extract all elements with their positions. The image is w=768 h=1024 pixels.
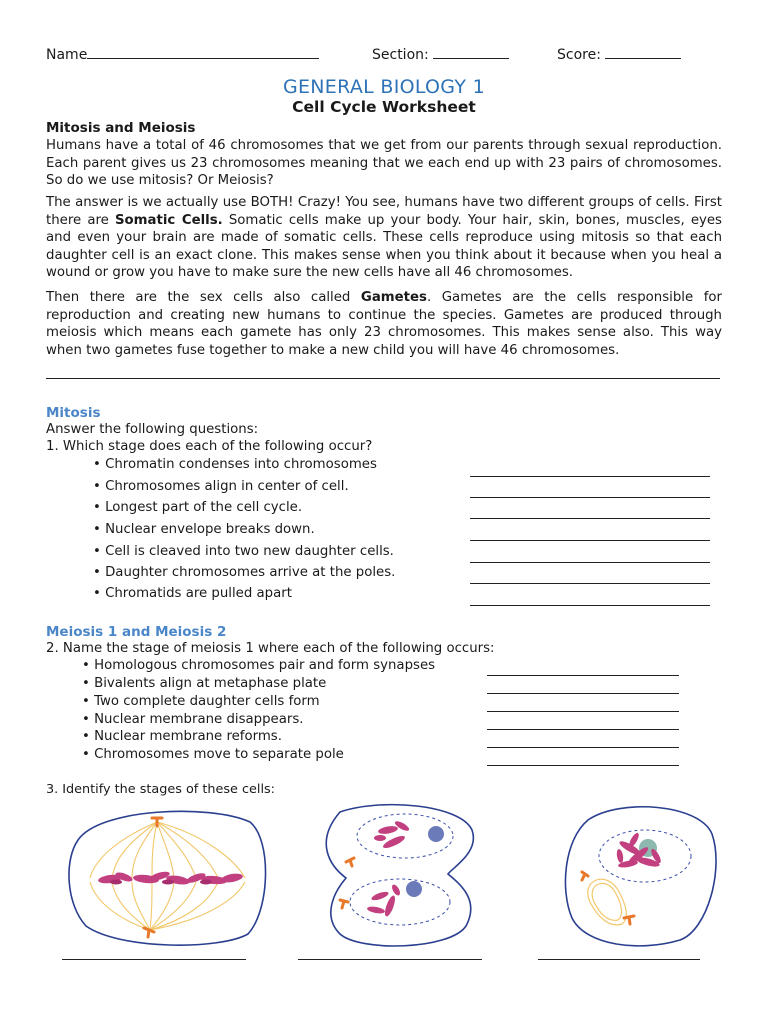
mitosis-answer-line[interactable] — [470, 497, 710, 498]
mitosis-answer-line[interactable] — [470, 605, 710, 606]
intro-paragraph-3: Then there are the sex cells also called Gametes. Gametes are the cells responsible for reproduction and creating new humans to continue the species. Gametes are produced through meiosis which means each gamete has only 23 chromosomes. This makes sense also. This way when two gametes fuse together to make a new child you will have 46 chromosomes. — [46, 290, 722, 358]
cell-answer-line[interactable] — [62, 959, 246, 960]
name-label: Name — [46, 47, 88, 63]
name-blank[interactable] — [87, 44, 319, 59]
somatic-cells-term: Somatic Cells. — [114, 212, 223, 228]
meiosis-answer-line[interactable] — [487, 711, 679, 712]
score-blank[interactable] — [605, 44, 681, 59]
meiosis-item: • Bivalents align at metaphase plate — [82, 676, 327, 691]
mitosis-answer-line[interactable] — [470, 562, 710, 563]
cell-diagram-telophase — [310, 800, 480, 950]
section-field[interactable] — [372, 44, 509, 63]
mitosis-item: • Chromatids are pulled apart — [93, 586, 292, 601]
section-divider — [46, 378, 720, 379]
mitosis-item: • Daughter chromosomes arrive at the poles. — [93, 565, 396, 580]
meiosis-answer-line[interactable] — [487, 729, 679, 730]
meiosis-item: • Nuclear membrane disappears. — [82, 712, 304, 727]
mitosis-instruction: Answer the following questions: — [46, 422, 259, 437]
meiosis-question: 2. Name the stage of meiosis 1 where each of the following occurs: — [46, 641, 495, 656]
meiosis-item: • Chromosomes move to separate pole — [82, 747, 344, 762]
mitosis-item: • Longest part of the cell cycle. — [93, 500, 303, 515]
mitosis-answer-line[interactable] — [470, 476, 710, 477]
cell-answer-line[interactable] — [298, 959, 482, 960]
mitosis-heading: Mitosis — [46, 405, 101, 421]
mitosis-answer-line[interactable] — [470, 583, 710, 584]
intro-heading: Mitosis and Meiosis — [46, 120, 196, 136]
intro-paragraph-1: Humans have a total of 46 chromosomes that we get from our parents through sexual reproduction. Each parent gives us 23 chromosomes meaning that we each end up with 23 pairs of chromosomes. So do we use mitosis? Or Meiosis? — [46, 138, 722, 188]
page-subtitle: Cell Cycle Worksheet — [292, 98, 476, 116]
mitosis-item: • Chromatin condenses into chromosomes — [93, 457, 377, 472]
mitosis-question: 1. Which stage does each of the following occur? — [46, 439, 373, 454]
section-label: Section: — [372, 47, 429, 63]
meiosis-answer-line[interactable] — [487, 675, 679, 676]
mitosis-item: • Cell is cleaved into two new daughter cells. — [93, 544, 394, 559]
mitosis-answer-line[interactable] — [470, 518, 710, 519]
cell-diagram-metaphase — [60, 800, 270, 950]
score-label: Score: — [557, 47, 601, 63]
meiosis-item: • Two complete daughter cells form — [82, 694, 320, 709]
meiosis-answer-line[interactable] — [487, 693, 679, 694]
mitosis-item: • Nuclear envelope breaks down. — [93, 522, 315, 537]
name-field[interactable] — [46, 44, 319, 63]
gametes-term: Gametes — [360, 290, 427, 305]
identify-question: 3. Identify the stages of these cells: — [46, 782, 275, 797]
section-blank[interactable] — [433, 44, 509, 59]
intro-paragraph-2: The answer is we actually use BOTH! Crazy! You see, humans have two different groups of cells. First there are Somatic Cells. Somatic cells make up your body. Your hair, skin, bones, muscles, eyes and even your brain are made of somatic cells. These cells reproduce using mitosis so that each daughter cell is an exact clone. This makes sense when you think about it because when you heal a wound or grow you have to make sure the new cells have all 46 chromosomes. — [46, 195, 722, 280]
meiosis-heading: Meiosis 1 and Meiosis 2 — [46, 624, 227, 640]
meiosis-item: • Nuclear membrane reforms. — [82, 729, 282, 744]
meiosis-answer-line[interactable] — [487, 765, 679, 766]
cell-answer-line[interactable] — [538, 959, 700, 960]
cell-diagram-prophase — [560, 800, 720, 950]
mitosis-answer-line[interactable] — [470, 540, 710, 541]
meiosis-item: • Homologous chromosomes pair and form synapses — [82, 658, 436, 673]
meiosis-answer-line[interactable] — [487, 747, 679, 748]
mitosis-item: • Chromosomes align in center of cell. — [93, 479, 349, 494]
page-title: GENERAL BIOLOGY 1 — [282, 76, 486, 98]
score-field[interactable] — [557, 44, 681, 63]
